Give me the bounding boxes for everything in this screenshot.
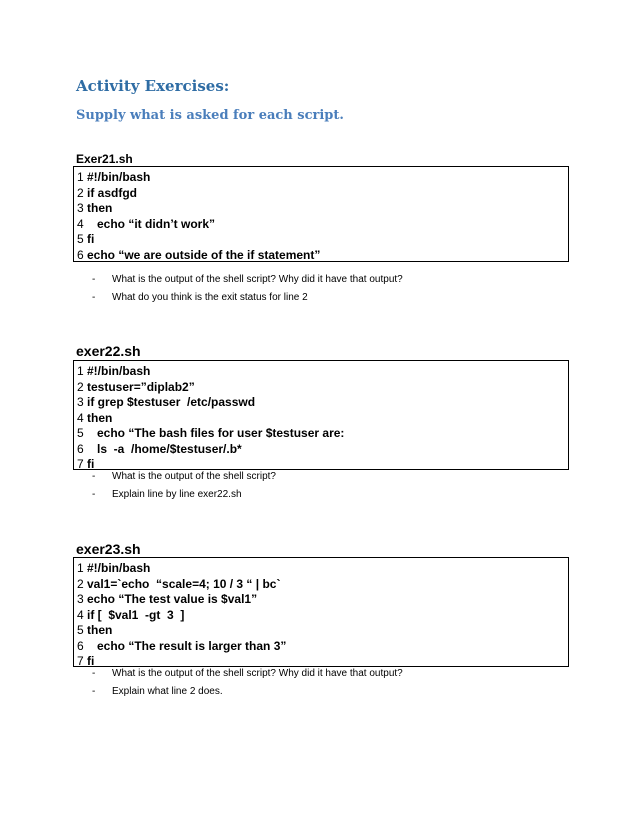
code-line — [77, 186, 568, 202]
question-text: What is the output of the shell script? Why did it have that output? — [112, 274, 403, 285]
code-text: echo “The result is larger than 3” — [87, 638, 287, 653]
line-number: 4 — [77, 216, 84, 231]
code-text: fi — [87, 232, 95, 246]
code-text: val1=`echo “scale=4; 10 / 3 “ | bc` — [87, 576, 281, 591]
code-text: ls -a /home/$testuser/.b* — [87, 441, 242, 456]
list-item — [92, 683, 403, 701]
line-number: 7 — [77, 654, 84, 668]
code-line — [77, 364, 568, 380]
code-box-exer21 — [73, 166, 569, 262]
code-line — [77, 201, 568, 217]
code-line — [77, 232, 568, 248]
code-text: echo “The test value is $val1” — [87, 592, 258, 606]
code-text: #!/bin/bash — [87, 364, 151, 378]
code-line — [77, 411, 568, 427]
question-list-exer22 — [92, 468, 276, 504]
question-list-exer21 — [92, 271, 403, 307]
line-number: 6 — [77, 441, 84, 456]
code-text: fi — [87, 654, 95, 668]
code-box-exer23 — [73, 557, 569, 667]
list-item — [92, 271, 403, 289]
code-line — [77, 395, 568, 411]
line-number: 5 — [77, 232, 84, 246]
code-line — [77, 577, 568, 593]
question-text: Explain what line 2 does. — [112, 686, 223, 697]
code-text: then — [87, 201, 113, 215]
line-number: 3 — [77, 201, 84, 215]
code-text: then — [87, 623, 113, 637]
code-line — [77, 380, 568, 396]
code-line — [77, 170, 568, 186]
list-item — [92, 289, 403, 307]
question-text: What do you think is the exit status for line 2 — [112, 292, 308, 303]
section-label-exer21: Exer21.sh — [76, 152, 133, 166]
line-number: 5 — [77, 426, 84, 440]
question-list-exer23 — [92, 665, 403, 701]
line-number: 4 — [77, 410, 84, 425]
code-line — [77, 426, 568, 442]
code-line — [77, 217, 568, 233]
code-text: echo “it didn’t work” — [87, 216, 216, 231]
line-number: 1 — [77, 561, 84, 575]
question-text: Explain line by line exer22.sh — [112, 489, 242, 500]
line-number: 2 — [77, 185, 84, 200]
code-text: #!/bin/bash — [87, 170, 151, 184]
bullet-dash: - — [92, 292, 96, 303]
code-text: if grep $testuser /etc/passwd — [87, 395, 256, 409]
line-number: 1 — [77, 170, 84, 184]
bullet-dash: - — [92, 274, 96, 285]
bullet-dash: - — [92, 686, 96, 697]
section-label-exer22: exer22.sh — [76, 343, 141, 359]
bullet-dash: - — [92, 489, 96, 500]
line-number: 2 — [77, 576, 84, 591]
bullet-dash: - — [92, 668, 96, 679]
line-number: 7 — [77, 457, 84, 471]
code-line — [77, 639, 568, 655]
code-text: if asdfgd — [87, 185, 137, 200]
code-line — [77, 608, 568, 624]
code-text: if [ $val1 -gt 3 ] — [87, 607, 185, 622]
code-line — [77, 442, 568, 458]
code-text: #!/bin/bash — [87, 561, 151, 575]
code-line — [77, 248, 568, 264]
code-text: echo “The bash files for user $testuser are: — [87, 426, 345, 440]
line-number: 3 — [77, 592, 84, 606]
code-text: testuser=”diplab2” — [87, 379, 195, 394]
code-line — [77, 561, 568, 577]
line-number: 4 — [77, 607, 84, 622]
code-text: then — [87, 410, 113, 425]
page-subtitle: Supply what is asked for each script. — [76, 108, 344, 123]
line-number: 6 — [77, 638, 84, 653]
question-text: What is the output of the shell script? Why did it have that output? — [112, 668, 403, 679]
list-item — [92, 468, 276, 486]
list-item — [92, 665, 403, 683]
code-text: echo “we are outside of the if statement” — [87, 247, 321, 262]
line-number: 1 — [77, 364, 84, 378]
line-number: 2 — [77, 379, 84, 394]
line-number: 5 — [77, 623, 84, 637]
code-line — [77, 592, 568, 608]
section-label-exer23: exer23.sh — [76, 541, 141, 557]
line-number: 6 — [77, 247, 84, 262]
bullet-dash: - — [92, 471, 96, 482]
list-item — [92, 486, 276, 504]
code-line — [77, 623, 568, 639]
line-number: 3 — [77, 395, 84, 409]
code-text: fi — [87, 457, 95, 471]
question-text: What is the output of the shell script? — [112, 471, 276, 482]
code-box-exer22 — [73, 360, 569, 470]
page-title: Activity Exercises: — [76, 77, 230, 95]
